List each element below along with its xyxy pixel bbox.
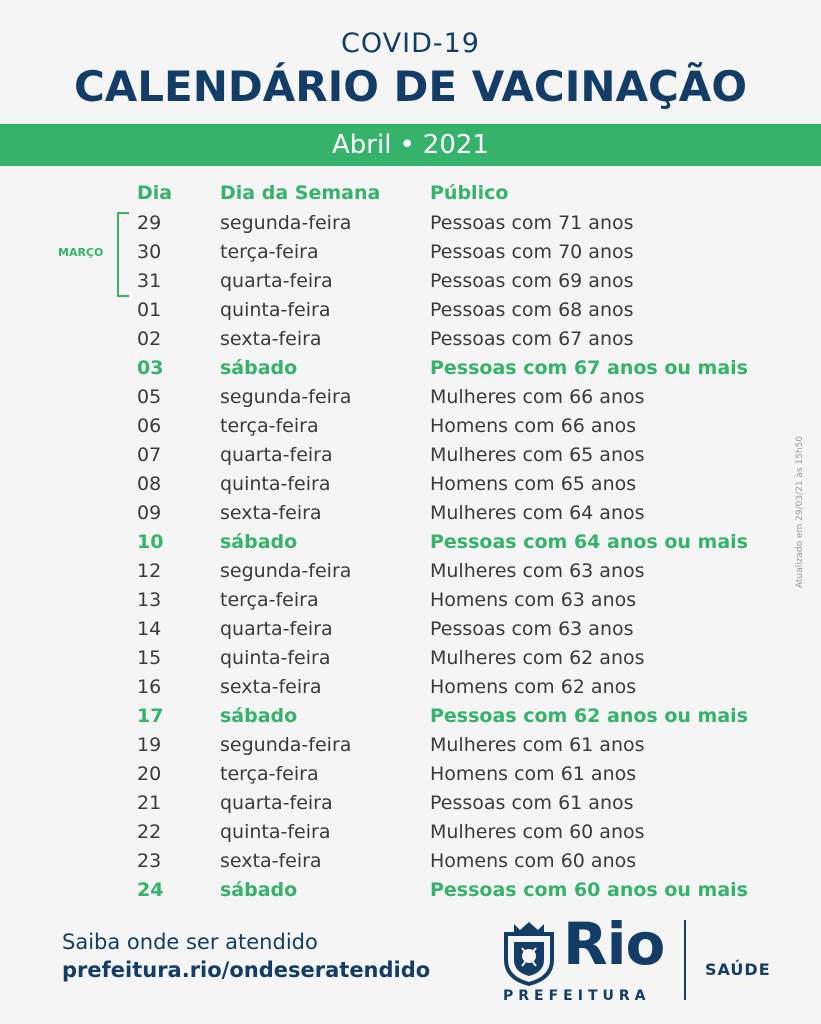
page-title: CALENDÁRIO DE VACINAÇÃO (73, 62, 748, 111)
table-row (0, 528, 821, 557)
row-weekday: sexta-feira (220, 328, 322, 350)
row-weekday: quinta-feira (220, 647, 331, 669)
row-audience: Pessoas com 63 anos (430, 618, 634, 640)
row-audience: Homens com 60 anos (430, 850, 637, 872)
row-weekday: quarta-feira (220, 792, 333, 814)
row-day: 12 (137, 560, 162, 582)
row-weekday: quarta-feira (220, 270, 333, 292)
table-row (0, 760, 821, 789)
row-day: 09 (137, 502, 162, 524)
row-day: 17 (137, 705, 164, 727)
table-row (0, 412, 821, 441)
table-row (0, 586, 821, 615)
row-audience: Homens com 61 anos (430, 763, 637, 785)
table-row (0, 499, 821, 528)
footer-info: Saiba onde ser atendido (62, 930, 318, 954)
table-row (0, 441, 821, 470)
row-weekday: segunda-feira (220, 212, 352, 234)
separator-dot: • (399, 130, 415, 160)
row-audience: Mulheres com 63 anos (430, 560, 645, 582)
row-audience: Pessoas com 67 anos (430, 328, 634, 350)
row-weekday: quarta-feira (220, 444, 333, 466)
row-day: 05 (137, 386, 162, 408)
row-day: 07 (137, 444, 162, 466)
row-weekday: sexta-feira (220, 502, 322, 524)
table-row (0, 673, 821, 702)
row-audience: Homens com 66 anos (430, 415, 637, 437)
table-row (0, 644, 821, 673)
footer-link[interactable]: prefeitura.rio/ondeseratendido (62, 958, 431, 982)
table-row (0, 296, 821, 325)
row-audience: Pessoas com 64 anos ou mais (430, 531, 748, 553)
table-row (0, 557, 821, 586)
row-weekday: quinta-feira (220, 821, 331, 843)
column-header-weekday: Dia da Semana (220, 182, 381, 204)
row-weekday: sábado (220, 357, 298, 379)
row-audience: Homens com 65 anos (430, 473, 637, 495)
table-row (0, 383, 821, 412)
table-row (0, 789, 821, 818)
row-audience: Pessoas com 62 anos ou mais (430, 705, 748, 727)
row-audience: Pessoas com 69 anos (430, 270, 634, 292)
row-day: 02 (137, 328, 162, 350)
table-row (0, 470, 821, 499)
row-audience: Mulheres com 62 anos (430, 647, 645, 669)
row-audience: Mulheres com 61 anos (430, 734, 645, 756)
row-day: 01 (137, 299, 162, 321)
row-day: 16 (137, 676, 162, 698)
row-day: 21 (137, 792, 162, 814)
table-row (0, 354, 821, 383)
brand-subtitle: PREFEITURA (503, 988, 651, 1004)
divider (684, 920, 686, 1000)
row-weekday: sábado (220, 705, 298, 727)
row-weekday: sábado (220, 879, 298, 901)
row-weekday: terça-feira (220, 241, 319, 263)
row-weekday: quinta-feira (220, 299, 331, 321)
column-header-audience: Público (430, 182, 509, 204)
row-day: 10 (137, 531, 164, 553)
row-day: 30 (137, 241, 162, 263)
row-weekday: quinta-feira (220, 473, 331, 495)
row-audience: Pessoas com 71 anos (430, 212, 634, 234)
row-day: 13 (137, 589, 162, 611)
schedule-table (0, 209, 821, 905)
row-audience: Mulheres com 66 anos (430, 386, 645, 408)
brand-logo-text: Rio (563, 910, 665, 978)
row-weekday: quarta-feira (220, 618, 333, 640)
row-weekday: terça-feira (220, 589, 319, 611)
table-row (0, 876, 821, 905)
row-day: 15 (137, 647, 162, 669)
row-weekday: segunda-feira (220, 560, 352, 582)
row-audience: Pessoas com 70 anos (430, 241, 634, 263)
table-row (0, 209, 821, 238)
row-day: 14 (137, 618, 162, 640)
row-audience: Pessoas com 60 anos ou mais (430, 879, 748, 901)
row-day: 06 (137, 415, 162, 437)
row-audience: Pessoas com 61 anos (430, 792, 634, 814)
year-label: 2021 (422, 130, 489, 160)
table-row (0, 615, 821, 644)
row-weekday: terça-feira (220, 763, 319, 785)
table-row (0, 238, 821, 267)
row-day: 29 (137, 212, 162, 234)
row-day: 23 (137, 850, 162, 872)
row-day: 08 (137, 473, 162, 495)
row-audience: Mulheres com 65 anos (430, 444, 645, 466)
city-crest-icon (500, 920, 558, 986)
row-day: 19 (137, 734, 162, 756)
row-audience: Mulheres com 60 anos (430, 821, 645, 843)
kicker-title: COVID-19 (341, 28, 480, 59)
month-band (0, 124, 821, 166)
row-audience: Pessoas com 68 anos (430, 299, 634, 321)
updated-note: Atualizado em 29/03/21 às 15h50 (795, 435, 805, 589)
row-day: 03 (137, 357, 164, 379)
row-day: 31 (137, 270, 162, 292)
row-audience: Mulheres com 64 anos (430, 502, 645, 524)
table-row (0, 267, 821, 296)
row-audience: Homens com 62 anos (430, 676, 637, 698)
row-day: 22 (137, 821, 162, 843)
table-row (0, 818, 821, 847)
row-day: 24 (137, 879, 164, 901)
row-weekday: sábado (220, 531, 298, 553)
table-row (0, 847, 821, 876)
row-weekday: segunda-feira (220, 386, 352, 408)
row-weekday: sexta-feira (220, 850, 322, 872)
row-weekday: segunda-feira (220, 734, 352, 756)
table-row (0, 702, 821, 731)
table-row (0, 325, 821, 354)
table-row (0, 731, 821, 760)
row-day: 20 (137, 763, 162, 785)
row-weekday: terça-feira (220, 415, 319, 437)
month-label: Abril (332, 130, 392, 160)
department-label: SAÚDE (705, 960, 771, 979)
row-audience: Homens com 63 anos (430, 589, 637, 611)
column-header-day: Dia (137, 182, 173, 204)
row-weekday: sexta-feira (220, 676, 322, 698)
row-audience: Pessoas com 67 anos ou mais (430, 357, 748, 379)
march-label: MARÇO (58, 246, 104, 259)
